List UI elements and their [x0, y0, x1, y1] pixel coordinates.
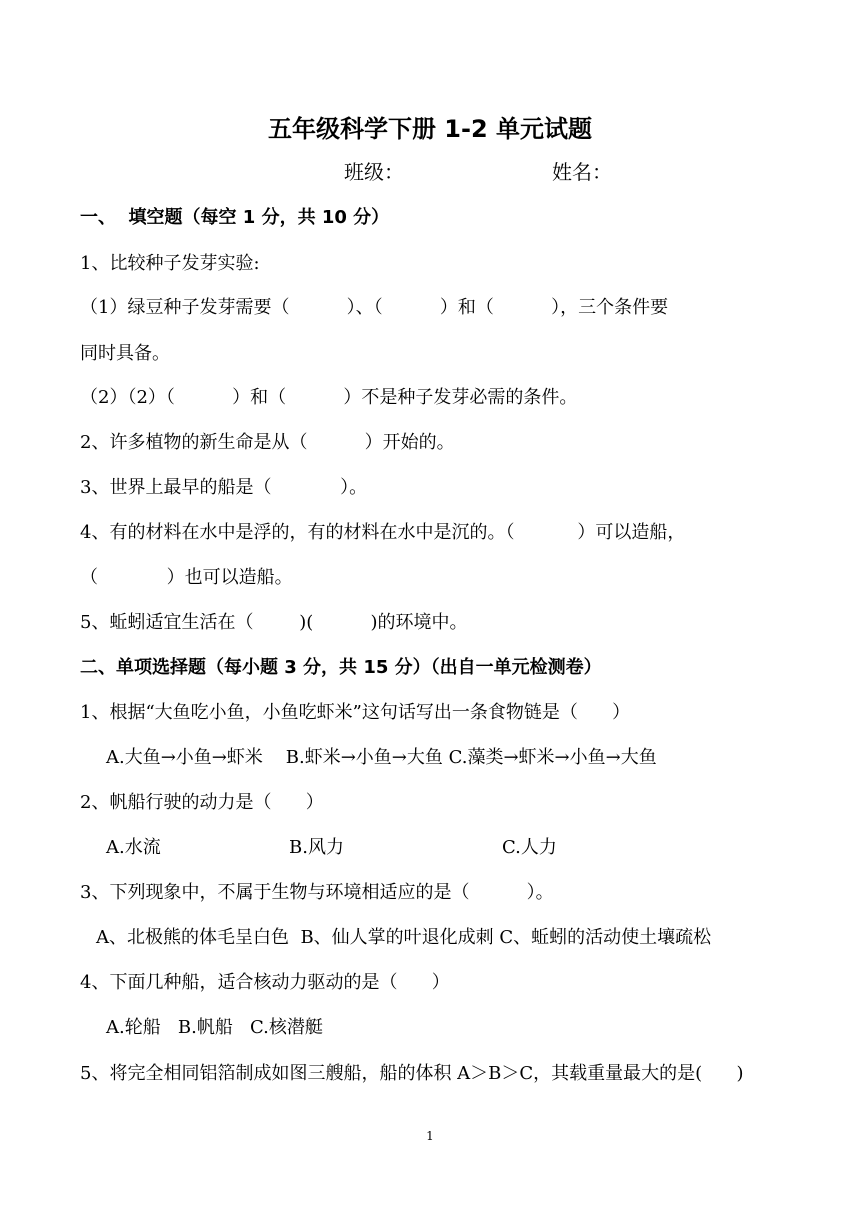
section1-heading: 一、 填空题（每空 1 分，共 10 分） — [80, 207, 390, 228]
s2-question-2-option-a: A.水流 — [106, 837, 161, 858]
s2-question-2: 2、帆船行驶的动力是（ ） — [80, 792, 324, 813]
s2-question-5: 5、将完全相同铝箔制成如图三艘船，船的体积 A＞B＞C，其载重量最大的是( ) — [80, 1063, 744, 1084]
s1-question-3: 3、世界上最早的船是（ ）。 — [80, 477, 368, 498]
s2-question-1: 1、根据“大鱼吃小鱼，小鱼吃虾米”这句话写出一条食物链是（ ） — [80, 702, 631, 723]
s2-question-3-options: A、北极熊的体毛呈白色 B、仙人掌的叶退化成刺 C、蚯蚓的活动使土壤疏松 — [96, 927, 712, 948]
s1-question-4: 4、有的材料在水中是浮的，有的材料在水中是沉的。（ ）可以造船， — [80, 522, 686, 543]
s2-question-3: 3、下列现象中，不属于生物与环境相适应的是（ ）。 — [80, 882, 554, 903]
s2-question-4-options: A.轮船 B.帆船 C.核潜艇 — [106, 1017, 323, 1038]
s1-question-1-2: （2）（2）（ ）和（ ）不是种子发芽必需的条件。 — [80, 387, 578, 408]
s2-question-4: 4、下面几种船，适合核动力驱动的是（ ） — [80, 972, 450, 993]
s2-question-2-option-b: B.风力 — [289, 837, 344, 858]
s1-question-5: 5、蚯蚓适宜生活在（ )( )的环境中。 — [80, 612, 468, 633]
s2-question-1-options: A.大鱼→小鱼→虾米 B.虾米→小鱼→大鱼 C.藻类→虾米→小鱼→大鱼 — [106, 747, 657, 768]
section2-heading: 二、单项选择题（每小题 3 分，共 15 分）（出自一单元检测卷） — [80, 657, 602, 678]
page-title: 五年级科学下册 1-2 单元试题 — [267, 115, 593, 143]
s1-question-1-1-cont: 同时具备。 — [80, 343, 170, 364]
s1-question-1: 1、比较种子发芽实验: — [80, 253, 260, 274]
s1-question-4-cont: （ ）也可以造船。 — [80, 567, 293, 588]
s2-question-2-option-c: C.人力 — [502, 837, 557, 858]
class-label: 班级： — [344, 160, 404, 184]
s1-question-1-1: （1）绿豆种子发芽需要（ ）、（ ）和（ ），三个条件要 — [80, 297, 669, 318]
s1-question-2: 2、许多植物的新生命是从（ ）开始的。 — [80, 432, 455, 453]
name-label: 姓名： — [552, 160, 612, 184]
page-number: 1 — [426, 1129, 434, 1143]
